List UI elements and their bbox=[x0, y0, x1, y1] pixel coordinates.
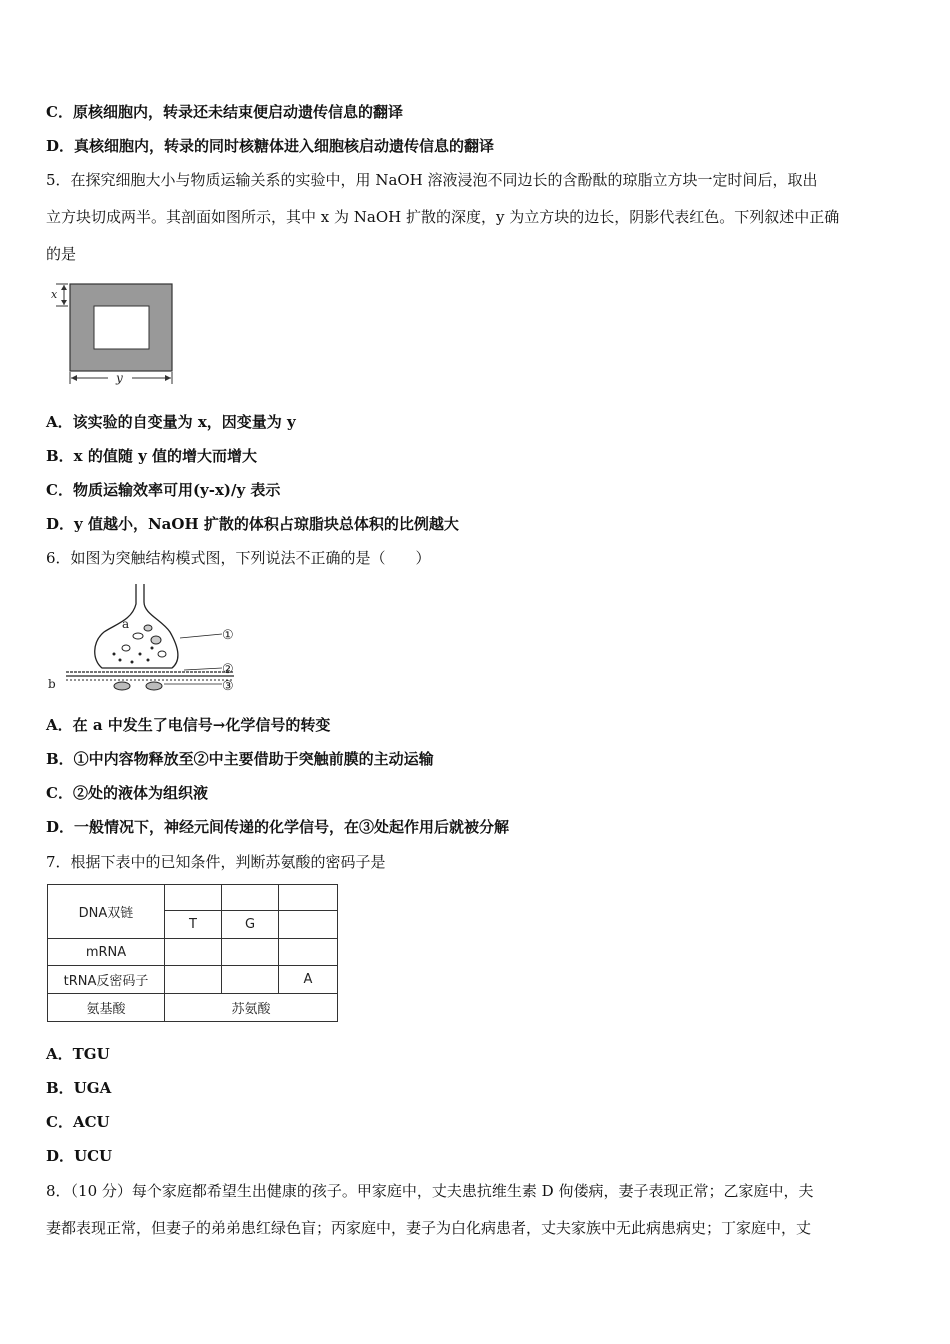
q4-option-d: D．真核细胞内，转录的同时核糖体进入细胞核启动遗传信息的翻译 bbox=[46, 137, 495, 155]
q4-option-c: C．原核细胞内，转录还未结束便启动遗传信息的翻译 bbox=[46, 103, 403, 121]
q6-option-a: A．在 a 中发生了电信号→化学信号的转变 bbox=[46, 716, 331, 734]
synapse-structure-figure bbox=[44, 580, 244, 700]
q6-stem: 6．如图为突触结构模式图，下列说法不正确的是（ ） bbox=[46, 549, 431, 567]
q7-option-c: C．ACU bbox=[46, 1113, 110, 1131]
codon-table bbox=[47, 884, 338, 1022]
q7-stem: 7．根据下表中的已知条件，判断苏氨酸的密码子是 bbox=[46, 853, 386, 871]
q5-option-d: D．y 值越小，NaOH 扩散的体积占琼脂块总体积的比例越大 bbox=[46, 515, 459, 533]
trna-cell-3: A bbox=[279, 966, 338, 994]
amino-acid-value: 苏氨酸 bbox=[165, 994, 338, 1022]
row-label-amino-acid: 氨基酸 bbox=[48, 994, 165, 1022]
dna-cell-1: T bbox=[165, 911, 222, 939]
q6-option-b: B．①中内容物释放至②中主要借助于突触前膜的主动运输 bbox=[46, 750, 434, 768]
q5-stem-line1: 5．在探究细胞大小与物质运输关系的实验中，用 NaOH 溶液浸泡不同边长的含酚酞的琼脂立方块一定时间后，取出 bbox=[46, 171, 818, 189]
row-label-mrna: mRNA bbox=[48, 939, 165, 966]
figure-label-b: b bbox=[48, 677, 56, 691]
trna-cell-1 bbox=[165, 966, 222, 994]
dna-cell-3 bbox=[279, 911, 338, 939]
figure-label-a: a bbox=[122, 617, 130, 631]
row-label-dna: DNA双链 bbox=[48, 885, 165, 939]
q8-line2: 妻都表现正常，但妻子的弟弟患红绿色盲；丙家庭中，妻子为白化病患者，丈夫家族中无此病患病史；丁家庭中，丈 bbox=[46, 1219, 812, 1237]
q7-option-d: D．UCU bbox=[46, 1147, 113, 1165]
q5-option-c: C．物质运输效率可用(y-x)/y 表示 bbox=[46, 481, 281, 499]
q7-option-b: B．UGA bbox=[46, 1079, 112, 1097]
figure-label-1: ① bbox=[222, 628, 234, 643]
agar-cube-cross-section-figure bbox=[48, 280, 178, 386]
row-label-trna: tRNA反密码子 bbox=[48, 966, 165, 994]
q7-option-a: A．TGU bbox=[46, 1045, 110, 1063]
dna-cell-2: G bbox=[222, 911, 279, 939]
q5-option-b: B．x 的值随 y 值的增大而增大 bbox=[46, 447, 258, 465]
figure-label-2: ② bbox=[222, 662, 234, 677]
figure-label-x: x bbox=[51, 288, 58, 301]
q5-option-a: A．该实验的自变量为 x，因变量为 y bbox=[46, 413, 296, 431]
figure-label-y: y bbox=[116, 371, 123, 385]
trna-cell-2 bbox=[222, 966, 279, 994]
q5-stem-line2: 立方块切成两半。其剖面如图所示，其中 x 为 NaOH 扩散的深度，y 为立方块的边长，阴影代表红色。下列叙述中正确 bbox=[46, 208, 840, 226]
q8-line1: 8．（10 分）每个家庭都希望生出健康的孩子。甲家庭中，丈夫患抗维生素 D 佝偻病，妻子表现正常；乙家庭中，夫 bbox=[46, 1182, 814, 1200]
figure-label-3: ③ bbox=[222, 679, 234, 694]
q6-option-c: C．②处的液体为组织液 bbox=[46, 784, 208, 802]
q6-option-d: D．一般情况下，神经元间传递的化学信号，在③处起作用后就被分解 bbox=[46, 818, 510, 836]
q5-stem-line3: 的是 bbox=[46, 245, 77, 263]
